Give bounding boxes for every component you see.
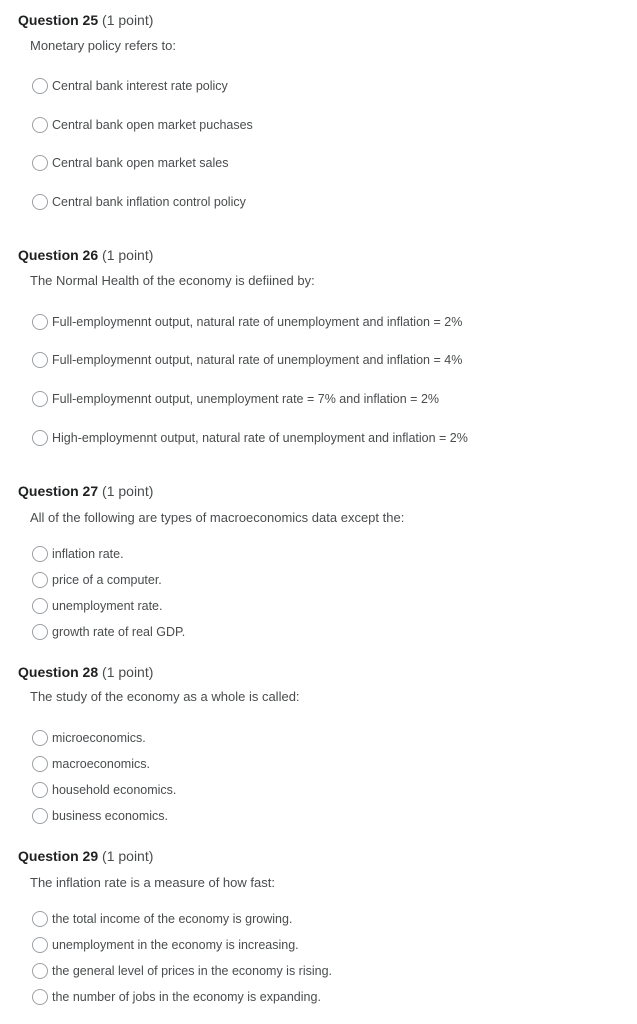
radio-button[interactable] [32,194,48,210]
answer-option[interactable] [30,987,321,1007]
question-title [18,847,153,865]
answer-option[interactable] [30,728,146,748]
answer-option[interactable] [30,389,439,409]
answer-label: the general level of prices in the economy is rising. [52,964,333,978]
radio-button[interactable] [32,430,48,446]
answer-label: unemployment rate. [52,599,163,613]
answer-label: Full-employmennt output, unemployment rate = 7% and inflation = 2% [52,392,440,406]
question-prompt: The inflation rate is a measure of how fast: [30,875,275,890]
answer-option[interactable] [30,570,162,590]
question-prompt: The Normal Health of the economy is defiined by: [30,273,315,288]
answer-option[interactable] [30,115,253,135]
question-points: (1 point) [102,483,154,499]
answer-label: household economics. [52,783,177,797]
radio-button[interactable] [32,782,48,798]
question-points: (1 point) [102,664,154,680]
answer-label: business economics. [52,809,169,823]
radio-button[interactable] [32,598,48,614]
answer-option[interactable] [30,806,168,826]
question-title [18,663,153,681]
answer-label: the total income of the economy is growing. [52,912,293,926]
question-title [18,246,153,264]
answer-label: Central bank inflation control policy [52,195,246,209]
answer-option[interactable] [30,76,228,96]
radio-button[interactable] [32,78,48,94]
answer-option[interactable] [30,961,332,981]
answer-label: High-employmennt output, natural rate of unemployment and inflation = 2% [52,431,468,445]
answer-option[interactable] [30,312,462,332]
radio-button[interactable] [32,572,48,588]
answer-label: inflation rate. [52,547,124,561]
answer-label: unemployment in the economy is increasing. [52,938,299,952]
question-prompt: Monetary policy refers to: [30,38,176,53]
radio-button[interactable] [32,391,48,407]
answer-label: Full-employmennt output, natural rate of unemployment and inflation = 4% [52,353,463,367]
question-points: (1 point) [102,247,154,263]
question-title [18,482,153,500]
question-number: Question 27 [18,483,99,499]
answer-option[interactable] [30,622,185,642]
answer-option[interactable] [30,596,162,616]
radio-button[interactable] [32,963,48,979]
question-number: Question 28 [18,664,99,680]
answer-label: the number of jobs in the economy is expanding. [52,990,321,1004]
radio-button[interactable] [32,117,48,133]
question-number: Question 26 [18,247,99,263]
question-number: Question 25 [18,12,99,28]
answer-label: microeconomics. [52,731,146,745]
answer-option[interactable] [30,153,228,173]
answer-option[interactable] [30,754,150,774]
answer-label: growth rate of real GDP. [52,625,186,639]
answer-label: Central bank open market sales [52,156,229,170]
radio-button[interactable] [32,730,48,746]
answer-option[interactable] [30,909,292,929]
question-prompt: The study of the economy as a whole is called: [30,689,300,704]
question-points: (1 point) [102,848,154,864]
question-points: (1 point) [102,12,154,28]
answer-label: Central bank interest rate policy [52,79,228,93]
radio-button[interactable] [32,808,48,824]
radio-button[interactable] [32,314,48,330]
answer-option[interactable] [30,192,246,212]
radio-button[interactable] [32,756,48,772]
radio-button[interactable] [32,937,48,953]
radio-button[interactable] [32,352,48,368]
answer-option[interactable] [30,935,299,955]
radio-button[interactable] [32,624,48,640]
radio-button[interactable] [32,546,48,562]
answer-option[interactable] [30,350,462,370]
answer-label: price of a computer. [52,573,162,587]
radio-button[interactable] [32,155,48,171]
answer-label: Full-employmennt output, natural rate of unemployment and inflation = 2% [52,315,463,329]
answer-label: macroeconomics. [52,757,150,771]
question-number: Question 29 [18,848,99,864]
radio-button[interactable] [32,911,48,927]
answer-option[interactable] [30,428,468,448]
question-title [18,11,153,29]
radio-button[interactable] [32,989,48,1005]
answer-option[interactable] [30,780,176,800]
answer-option[interactable] [30,544,124,564]
question-prompt: All of the following are types of macroeconomics data except the: [30,510,405,525]
answer-label: Central bank open market puchases [52,118,253,132]
